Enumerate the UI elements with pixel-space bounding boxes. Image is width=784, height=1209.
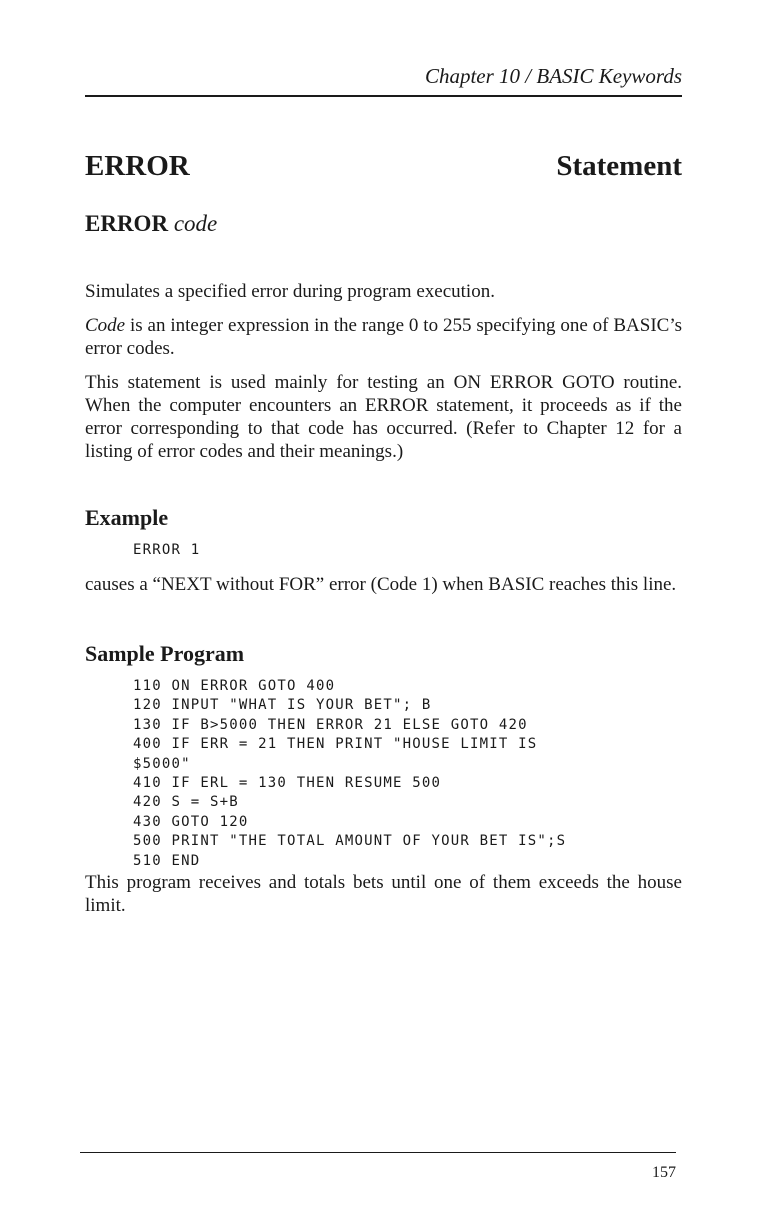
header-rule <box>85 95 682 97</box>
code-line: 400 IF ERR = 21 THEN PRINT "HOUSE LIMIT IS <box>133 736 538 753</box>
entry-title-row <box>85 148 682 188</box>
sample-program-heading: Sample Program <box>85 641 245 666</box>
code-line: 120 INPUT "WHAT IS YOUR BET"; B <box>133 697 432 714</box>
code-line: 130 IF B>5000 THEN ERROR 21 ELSE GOTO 420 <box>133 716 528 733</box>
syntax-line <box>85 209 217 239</box>
code-line: 430 GOTO 120 <box>133 813 249 830</box>
usage-paragraph: This statement is used mainly for testing an ON ERROR GOTO routine. When the computer encounters an ERROR statement, it proceeds as if the error corresponding to that code has occurred. (Refer to Chapter 12 for a listing of error codes and their meanings.) <box>85 372 682 462</box>
code-line: 510 END <box>133 852 201 869</box>
keyword-category: Statement <box>556 150 682 182</box>
example-explanation: causes a “NEXT without FOR” error (Code 1) when BASIC reaches this line. <box>85 574 677 595</box>
sample-program-listing <box>133 677 566 871</box>
syntax-keyword: ERROR <box>85 211 169 236</box>
code-line: 500 PRINT "THE TOTAL AMOUNT OF YOUR BET IS";S <box>133 833 567 850</box>
example-heading: Example <box>85 505 169 530</box>
code-line: 410 IF ERL = 130 THEN RESUME 500 <box>133 775 442 792</box>
syntax-argument: code <box>173 211 218 236</box>
keyword-title: ERROR <box>85 150 190 182</box>
code-argument-description: is an integer expression in the range 0 to 255 specifying one of BASIC’s error codes. <box>85 315 682 359</box>
sample-program-explanation: This program receives and totals bets until one of them exceeds the house limit. <box>85 872 682 916</box>
code-line: 110 ON ERROR GOTO 400 <box>133 678 336 694</box>
code-line: 420 S = S+B <box>133 794 239 811</box>
example-code: ERROR 1 <box>133 542 201 558</box>
summary-paragraph: Simulates a specified error during program execution. <box>85 281 495 302</box>
code-line: $5000" <box>133 755 191 772</box>
code-argument-term: Code <box>85 315 126 336</box>
footer-rule <box>80 1152 676 1153</box>
page-number: 157 <box>652 1164 676 1181</box>
code-paragraph <box>85 314 682 360</box>
running-head: Chapter 10 / BASIC Keywords <box>424 64 682 88</box>
